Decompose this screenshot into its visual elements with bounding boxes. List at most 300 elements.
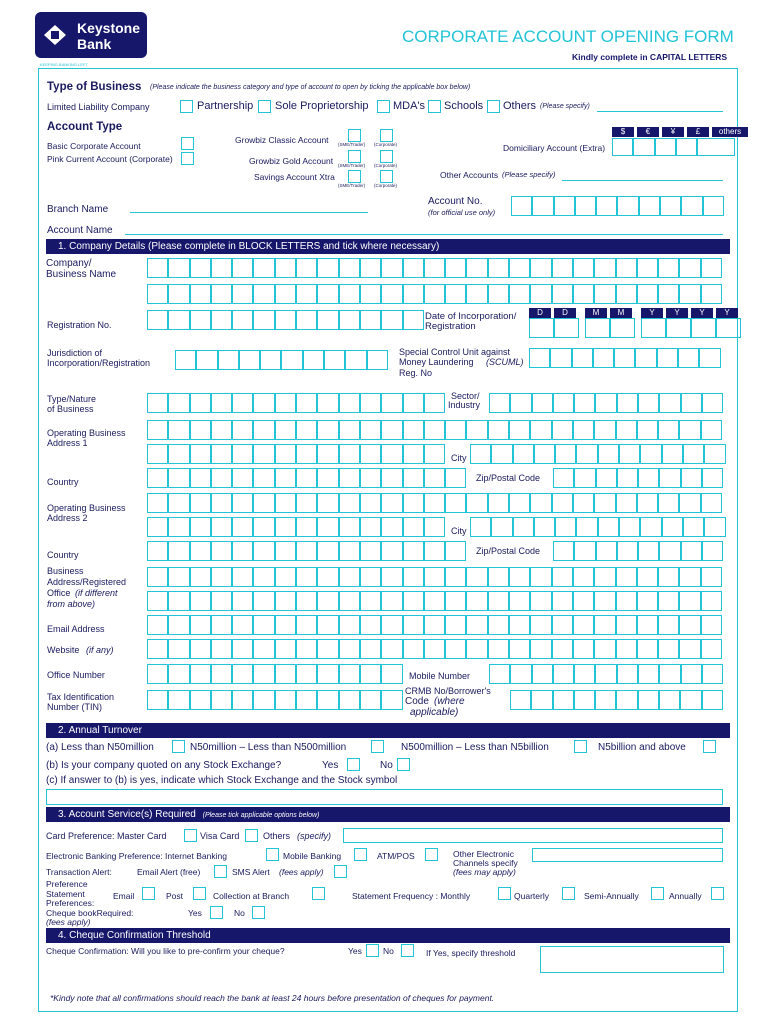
account-name-line[interactable]	[125, 234, 723, 235]
char-box[interactable]	[381, 468, 402, 488]
char-box[interactable]	[190, 468, 211, 488]
char-box[interactable]	[317, 393, 338, 413]
char-box[interactable]	[253, 639, 274, 659]
checkbox-partnership[interactable]	[258, 100, 271, 113]
char-box[interactable]	[659, 468, 680, 488]
char-box[interactable]	[253, 690, 274, 710]
char-box[interactable]	[345, 350, 366, 370]
char-box[interactable]	[403, 393, 424, 413]
char-box[interactable]	[381, 664, 402, 684]
char-box[interactable]	[211, 444, 232, 464]
char-box[interactable]	[530, 420, 551, 440]
char-box[interactable]	[381, 517, 402, 537]
char-box[interactable]	[317, 468, 338, 488]
checkbox-confirm-no[interactable]	[401, 944, 414, 957]
char-box[interactable]	[679, 284, 700, 304]
char-box[interactable]	[147, 615, 168, 635]
char-box[interactable]	[190, 690, 211, 710]
char-box[interactable]	[552, 493, 573, 513]
char-box[interactable]	[339, 567, 360, 587]
char-box[interactable]	[211, 420, 232, 440]
biz-addr-boxes-2[interactable]	[147, 591, 722, 611]
char-box[interactable]	[617, 393, 638, 413]
stock-exchange-input[interactable]	[46, 789, 723, 805]
char-box[interactable]	[596, 541, 617, 561]
char-box[interactable]	[168, 541, 189, 561]
char-box[interactable]	[168, 258, 189, 278]
char-box[interactable]	[381, 444, 402, 464]
char-box[interactable]	[339, 517, 360, 537]
char-box[interactable]	[658, 284, 679, 304]
char-box[interactable]	[659, 541, 680, 561]
checkbox-growbiz-classic-sme[interactable]	[348, 129, 361, 142]
char-box[interactable]	[168, 664, 189, 684]
char-box[interactable]	[574, 690, 595, 710]
char-box[interactable]	[275, 639, 296, 659]
char-box[interactable]	[573, 639, 594, 659]
char-box[interactable]	[594, 420, 615, 440]
char-box[interactable]	[617, 664, 638, 684]
char-box[interactable]	[403, 517, 424, 537]
char-box[interactable]	[445, 567, 466, 587]
char-box[interactable]	[532, 393, 553, 413]
char-box[interactable]	[445, 284, 466, 304]
char-box[interactable]	[637, 258, 658, 278]
char-box[interactable]	[232, 615, 253, 635]
checkbox-stmt-post[interactable]	[193, 887, 206, 900]
char-box[interactable]	[576, 517, 597, 537]
char-box[interactable]	[317, 493, 338, 513]
char-box[interactable]	[445, 493, 466, 513]
char-box[interactable]	[275, 258, 296, 278]
char-box[interactable]	[637, 615, 658, 635]
char-box[interactable]	[638, 541, 659, 561]
char-box[interactable]	[466, 284, 487, 304]
char-box[interactable]	[381, 284, 402, 304]
char-box[interactable]	[701, 639, 722, 659]
char-box[interactable]	[190, 284, 211, 304]
char-box[interactable]	[253, 284, 274, 304]
char-box[interactable]	[339, 393, 360, 413]
jurisdiction-boxes[interactable]	[175, 350, 388, 370]
char-box[interactable]	[594, 591, 615, 611]
char-box[interactable]	[339, 690, 360, 710]
char-box[interactable]	[702, 664, 723, 684]
char-box[interactable]	[232, 420, 253, 440]
char-box[interactable]	[509, 258, 530, 278]
char-box[interactable]	[360, 258, 381, 278]
checkbox-turnover-a2[interactable]	[371, 740, 384, 753]
char-box[interactable]	[679, 258, 700, 278]
char-box[interactable]	[218, 350, 239, 370]
char-box[interactable]	[445, 541, 466, 561]
char-box[interactable]	[635, 348, 656, 368]
char-box[interactable]	[296, 284, 317, 304]
char-box[interactable]	[681, 393, 702, 413]
char-box[interactable]	[232, 591, 253, 611]
char-box[interactable]	[701, 284, 722, 304]
char-box[interactable]	[253, 444, 274, 464]
char-box[interactable]	[253, 541, 274, 561]
char-box[interactable]	[701, 567, 722, 587]
date-inc-boxes[interactable]	[529, 318, 741, 338]
char-box[interactable]	[147, 541, 168, 561]
char-box[interactable]	[616, 615, 637, 635]
char-box[interactable]	[659, 664, 680, 684]
char-box[interactable]	[211, 284, 232, 304]
char-box[interactable]	[253, 258, 274, 278]
char-box[interactable]	[190, 493, 211, 513]
domiciliary-boxes[interactable]	[612, 138, 735, 156]
char-box[interactable]	[701, 493, 722, 513]
char-box[interactable]	[339, 258, 360, 278]
char-box[interactable]	[253, 493, 274, 513]
type-nature-boxes[interactable]	[147, 393, 445, 413]
char-box[interactable]	[190, 517, 211, 537]
account-no-boxes[interactable]	[511, 196, 724, 216]
char-box[interactable]	[253, 393, 274, 413]
char-box[interactable]	[339, 310, 360, 330]
char-box[interactable]	[424, 284, 445, 304]
checkbox-visa[interactable]	[245, 829, 258, 842]
char-box[interactable]	[381, 420, 402, 440]
char-box[interactable]	[510, 690, 531, 710]
char-box[interactable]	[275, 310, 296, 330]
char-box[interactable]	[275, 393, 296, 413]
char-box[interactable]	[573, 493, 594, 513]
checkbox-mobile-banking[interactable]	[354, 848, 367, 861]
zip-boxes-2[interactable]	[553, 541, 723, 561]
char-box[interactable]	[683, 517, 704, 537]
char-box[interactable]	[616, 591, 637, 611]
char-box[interactable]	[381, 493, 402, 513]
char-box[interactable]	[489, 393, 510, 413]
char-box[interactable]	[275, 541, 296, 561]
char-box[interactable]	[702, 690, 723, 710]
op-addr1-city-boxes[interactable]	[147, 444, 445, 464]
country-boxes-1[interactable]	[147, 468, 466, 488]
char-box[interactable]	[596, 468, 617, 488]
char-box[interactable]	[168, 468, 189, 488]
char-box[interactable]	[317, 541, 338, 561]
char-box[interactable]	[360, 468, 381, 488]
char-box[interactable]	[616, 493, 637, 513]
char-box[interactable]	[616, 258, 637, 278]
char-box[interactable]	[403, 615, 424, 635]
char-box[interactable]	[445, 639, 466, 659]
char-box[interactable]	[275, 664, 296, 684]
char-box[interactable]	[594, 615, 615, 635]
checkbox-internet-banking[interactable]	[266, 848, 279, 861]
char-box[interactable]	[190, 258, 211, 278]
char-box[interactable]	[681, 664, 702, 684]
char-box[interactable]	[488, 284, 509, 304]
char-box[interactable]	[616, 690, 637, 710]
char-box[interactable]	[232, 444, 253, 464]
char-box[interactable]	[147, 444, 168, 464]
office-no-boxes[interactable]	[147, 664, 403, 684]
char-box[interactable]	[640, 517, 661, 537]
tin-boxes[interactable]	[147, 690, 403, 710]
char-box[interactable]	[530, 284, 551, 304]
char-box[interactable]	[616, 284, 637, 304]
char-box[interactable]	[211, 468, 232, 488]
char-box[interactable]	[701, 258, 722, 278]
checkbox-schools[interactable]	[487, 100, 500, 113]
char-box[interactable]	[211, 639, 232, 659]
char-box[interactable]	[190, 420, 211, 440]
char-box[interactable]	[168, 567, 189, 587]
char-box[interactable]	[360, 444, 381, 464]
char-box[interactable]	[657, 348, 678, 368]
char-box[interactable]	[253, 664, 274, 684]
char-box[interactable]	[317, 517, 338, 537]
char-box[interactable]	[530, 567, 551, 587]
crmb-boxes[interactable]	[510, 690, 723, 710]
char-box[interactable]	[510, 393, 531, 413]
char-box[interactable]	[617, 541, 638, 561]
website-boxes[interactable]	[147, 639, 722, 659]
char-box[interactable]	[594, 567, 615, 587]
char-box[interactable]	[339, 284, 360, 304]
char-box[interactable]	[530, 615, 551, 635]
char-box[interactable]	[360, 591, 381, 611]
char-box[interactable]	[637, 420, 658, 440]
char-box[interactable]	[339, 493, 360, 513]
char-box[interactable]	[275, 420, 296, 440]
char-box[interactable]	[296, 420, 317, 440]
char-box[interactable]	[381, 393, 402, 413]
char-box[interactable]	[445, 420, 466, 440]
char-box[interactable]	[211, 664, 232, 684]
char-box[interactable]	[232, 493, 253, 513]
char-box[interactable]	[275, 591, 296, 611]
char-box[interactable]	[638, 690, 659, 710]
char-box[interactable]	[509, 639, 530, 659]
char-box[interactable]	[168, 493, 189, 513]
char-box[interactable]	[466, 258, 487, 278]
char-box[interactable]	[381, 567, 402, 587]
char-box[interactable]	[593, 348, 614, 368]
checkbox-stock-no[interactable]	[397, 758, 410, 771]
char-box[interactable]	[381, 639, 402, 659]
char-box[interactable]	[403, 541, 424, 561]
char-box[interactable]	[598, 517, 619, 537]
char-box[interactable]	[253, 468, 274, 488]
char-box[interactable]	[147, 420, 168, 440]
char-box[interactable]	[658, 493, 679, 513]
char-box[interactable]	[403, 444, 424, 464]
char-box[interactable]	[296, 690, 317, 710]
char-box[interactable]	[466, 591, 487, 611]
char-box[interactable]	[679, 567, 700, 587]
char-box[interactable]	[147, 310, 168, 330]
checkbox-growbiz-gold-corp[interactable]	[380, 150, 393, 163]
char-box[interactable]	[699, 348, 720, 368]
char-box[interactable]	[637, 591, 658, 611]
city-boxes-1[interactable]	[470, 444, 726, 464]
char-box[interactable]	[190, 310, 211, 330]
char-box[interactable]	[232, 258, 253, 278]
char-box[interactable]	[211, 591, 232, 611]
char-box[interactable]	[147, 591, 168, 611]
char-box[interactable]	[662, 444, 683, 464]
others-specify-line[interactable]	[597, 111, 723, 112]
char-box[interactable]	[296, 468, 317, 488]
char-box[interactable]	[275, 284, 296, 304]
char-box[interactable]	[211, 393, 232, 413]
char-box[interactable]	[553, 468, 574, 488]
char-box[interactable]	[303, 350, 324, 370]
char-box[interactable]	[553, 690, 574, 710]
char-box[interactable]	[339, 615, 360, 635]
char-box[interactable]	[638, 393, 659, 413]
char-box[interactable]	[640, 444, 661, 464]
card-others-input[interactable]	[343, 828, 723, 843]
char-box[interactable]	[147, 639, 168, 659]
char-box[interactable]	[253, 310, 274, 330]
char-box[interactable]	[510, 664, 531, 684]
char-box[interactable]	[679, 591, 700, 611]
char-box[interactable]	[573, 284, 594, 304]
char-box[interactable]	[381, 541, 402, 561]
checkbox-monthly[interactable]	[498, 887, 511, 900]
char-box[interactable]	[509, 284, 530, 304]
char-box[interactable]	[491, 517, 512, 537]
char-box[interactable]	[296, 517, 317, 537]
char-box[interactable]	[576, 444, 597, 464]
char-box[interactable]	[552, 420, 573, 440]
char-box[interactable]	[253, 591, 274, 611]
char-box[interactable]	[552, 258, 573, 278]
char-box[interactable]	[360, 393, 381, 413]
branch-name-line[interactable]	[130, 212, 368, 213]
char-box[interactable]	[594, 284, 615, 304]
scuml-boxes[interactable]	[529, 348, 721, 368]
char-box[interactable]	[595, 393, 616, 413]
char-box[interactable]	[367, 350, 388, 370]
char-box[interactable]	[530, 258, 551, 278]
char-box[interactable]	[403, 258, 424, 278]
char-box[interactable]	[211, 541, 232, 561]
char-box[interactable]	[403, 468, 424, 488]
char-box[interactable]	[555, 444, 576, 464]
char-box[interactable]	[681, 541, 702, 561]
char-box[interactable]	[360, 639, 381, 659]
char-box[interactable]	[281, 350, 302, 370]
char-box[interactable]	[147, 567, 168, 587]
char-box[interactable]	[616, 567, 637, 587]
checkbox-atm[interactable]	[425, 848, 438, 861]
char-box[interactable]	[147, 517, 168, 537]
char-box[interactable]	[403, 567, 424, 587]
char-box[interactable]	[168, 615, 189, 635]
char-box[interactable]	[253, 420, 274, 440]
char-box[interactable]	[275, 468, 296, 488]
char-box[interactable]	[658, 639, 679, 659]
char-box[interactable]	[680, 690, 701, 710]
char-box[interactable]	[211, 615, 232, 635]
char-box[interactable]	[466, 615, 487, 635]
char-box[interactable]	[552, 284, 573, 304]
char-box[interactable]	[253, 615, 274, 635]
checkbox-confirm-yes[interactable]	[366, 944, 379, 957]
char-box[interactable]	[573, 591, 594, 611]
char-box[interactable]	[317, 420, 338, 440]
city-boxes-2[interactable]	[470, 517, 726, 537]
char-box[interactable]	[530, 493, 551, 513]
char-box[interactable]	[683, 444, 704, 464]
char-box[interactable]	[553, 664, 574, 684]
char-box[interactable]	[339, 591, 360, 611]
char-box[interactable]	[360, 493, 381, 513]
char-box[interactable]	[211, 690, 232, 710]
char-box[interactable]	[317, 258, 338, 278]
char-box[interactable]	[488, 493, 509, 513]
char-box[interactable]	[534, 517, 555, 537]
char-box[interactable]	[424, 567, 445, 587]
char-box[interactable]	[509, 591, 530, 611]
char-box[interactable]	[488, 591, 509, 611]
char-box[interactable]	[553, 393, 574, 413]
checkbox-semi[interactable]	[651, 887, 664, 900]
char-box[interactable]	[466, 567, 487, 587]
char-box[interactable]	[381, 690, 402, 710]
char-box[interactable]	[637, 284, 658, 304]
char-box[interactable]	[445, 591, 466, 611]
checkbox-turnover-a4[interactable]	[703, 740, 716, 753]
char-box[interactable]	[702, 393, 723, 413]
char-box[interactable]	[317, 310, 338, 330]
char-box[interactable]	[275, 567, 296, 587]
op-addr2-boxes-1[interactable]	[147, 493, 722, 513]
checkbox-quarterly[interactable]	[562, 887, 575, 900]
char-box[interactable]	[424, 258, 445, 278]
char-box[interactable]	[360, 284, 381, 304]
op-addr1-boxes-1[interactable]	[147, 420, 722, 440]
char-box[interactable]	[296, 615, 317, 635]
char-box[interactable]	[360, 420, 381, 440]
char-box[interactable]	[360, 517, 381, 537]
char-box[interactable]	[488, 420, 509, 440]
char-box[interactable]	[211, 517, 232, 537]
char-box[interactable]	[489, 664, 510, 684]
char-box[interactable]	[552, 615, 573, 635]
char-box[interactable]	[211, 258, 232, 278]
char-box[interactable]	[190, 664, 211, 684]
char-box[interactable]	[679, 639, 700, 659]
char-box[interactable]	[296, 258, 317, 278]
char-box[interactable]	[232, 664, 253, 684]
char-box[interactable]	[296, 639, 317, 659]
company-name-boxes-2[interactable]	[147, 284, 722, 304]
char-box[interactable]	[534, 444, 555, 464]
char-box[interactable]	[424, 591, 445, 611]
char-box[interactable]	[701, 591, 722, 611]
checkbox-stock-yes[interactable]	[347, 758, 360, 771]
char-box[interactable]	[360, 615, 381, 635]
char-box[interactable]	[232, 690, 253, 710]
checkbox-savings-corp[interactable]	[380, 170, 393, 183]
char-box[interactable]	[616, 420, 637, 440]
char-box[interactable]	[513, 444, 534, 464]
char-box[interactable]	[701, 615, 722, 635]
checkbox-pink[interactable]	[181, 152, 194, 165]
char-box[interactable]	[147, 284, 168, 304]
char-box[interactable]	[317, 444, 338, 464]
char-box[interactable]	[594, 493, 615, 513]
char-box[interactable]	[339, 664, 360, 684]
